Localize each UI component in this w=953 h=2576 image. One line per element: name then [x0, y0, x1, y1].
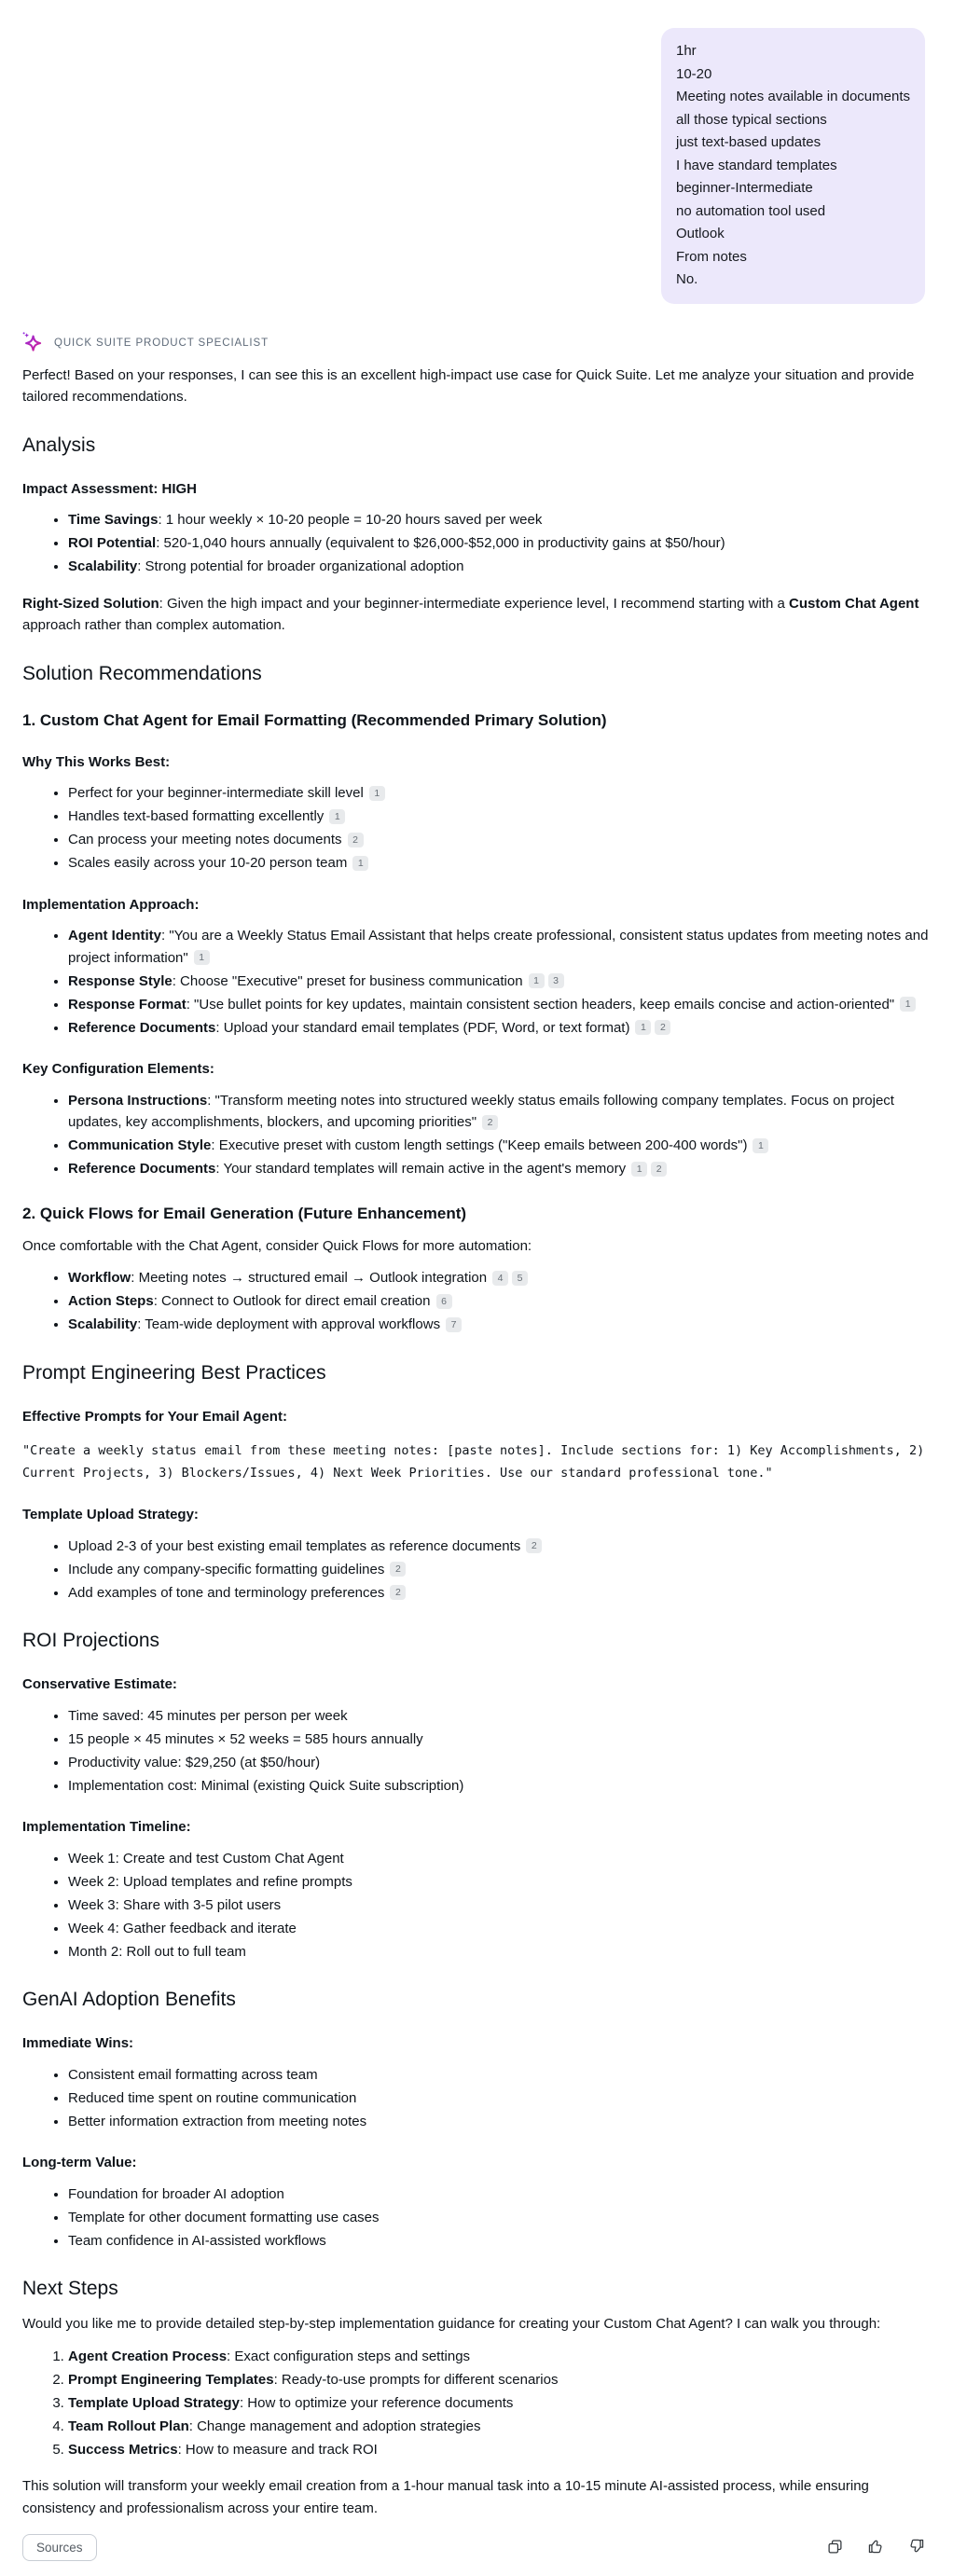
user-message-line: No. [676, 271, 698, 287]
citation-badge[interactable]: 1 [352, 856, 368, 871]
message-footer [22, 2534, 931, 2561]
citation-badge[interactable]: 2 [348, 833, 364, 847]
impact-heading: Impact Assessment: HIGH [22, 480, 198, 497]
list-item: • Template for other document formatting use cases [68, 2207, 931, 2229]
genai-heading: GenAI Adoption Benefits [22, 1989, 236, 2010]
list-item: • Upload 2-3 of your best existing email templates as reference documents 2 [68, 1536, 931, 1558]
citation-badge[interactable]: 7 [446, 1317, 462, 1332]
solution-2-heading: 2. Quick Flows for Email Generation (Future Enhancement) [22, 1204, 467, 1222]
implementation-heading: Implementation Approach: [22, 896, 200, 913]
list-item: • 15 people × 45 minutes × 52 weeks = 585 hours annually [68, 1729, 931, 1751]
list-item: 2. Prompt Engineering Templates: Ready-to-use prompts for different scenarios [68, 2369, 931, 2391]
list-item: 3. Template Upload Strategy: How to optimize your reference documents [68, 2392, 931, 2415]
wins-list [22, 2064, 931, 2133]
wins-heading: Immediate Wins: [22, 2035, 134, 2051]
thumbs-down-icon [908, 2538, 925, 2557]
user-message-line: beginner-Intermediate [676, 180, 813, 196]
list-item: • Scales easily across your 10-20 person team 1 [68, 852, 931, 875]
list-item: • Workflow: Meeting notes → structured email → Outlook integration 4 5 [68, 1267, 931, 1289]
user-message-line: Meeting notes available in documents [676, 89, 910, 104]
citation-badge[interactable]: 4 [492, 1271, 508, 1286]
value-list [22, 2183, 931, 2252]
list-item: • Add examples of tone and terminology preferences 2 [68, 1582, 931, 1605]
citation-badge[interactable]: 1 [529, 973, 545, 988]
list-item: • Week 4: Gather feedback and iterate [68, 1918, 931, 1940]
agent-header [22, 332, 931, 354]
user-message-line: no automation tool used [676, 202, 826, 219]
chat-page [0, 28, 953, 2576]
timeline-list [22, 1848, 931, 1963]
citation-badge[interactable]: 3 [548, 973, 564, 988]
list-item: • Reference Documents: Your standard templates will remain active in the agent's memory 1 2 [68, 1158, 931, 1180]
prompt-code-block: "Create a weekly status email from these meeting notes: [paste notes]. Include sections for: 1) Key Accomplishments, 2) Current Projects, 3) Blockers/Issues, 4) Next Week Priorities. Use our standard professional tone." [22, 1443, 932, 1481]
list-item: • Persona Instructions: "Transform meeting notes into structured weekly status emails following company templates. Focus on project updates, key accomplishments, blockers, and upcoming priorities" 2 [68, 1090, 931, 1134]
list-item: • Team confidence in AI-assisted workflows [68, 2230, 931, 2252]
citation-badge[interactable]: 1 [900, 997, 916, 1012]
sparkle-icon [22, 332, 44, 354]
next-steps-list [22, 2346, 931, 2461]
citation-badge[interactable]: 1 [753, 1138, 768, 1153]
impact-list [22, 509, 931, 578]
list-item: • Scalability: Team-wide deployment with approval workflows 7 [68, 1314, 931, 1336]
message-actions [827, 2538, 931, 2557]
citation-badge[interactable]: 2 [390, 1585, 406, 1600]
user-message-line: From notes [676, 248, 747, 265]
value-heading: Long-term Value: [22, 2155, 137, 2170]
citation-badge[interactable]: 2 [526, 1538, 542, 1553]
citation-badge[interactable]: 6 [436, 1294, 452, 1309]
why-list [22, 782, 931, 875]
list-item: • Productivity value: $29,250 (at $50/hour) [68, 1752, 931, 1774]
thumbs-down-button[interactable] [908, 2538, 925, 2557]
list-item: • Week 3: Share with 3-5 pilot users [68, 1894, 931, 1917]
list-item: • Time Savings: 1 hour weekly × 10-20 people = 10-20 hours saved per week [68, 509, 931, 531]
list-item: • Week 1: Create and test Custom Chat Agent [68, 1848, 931, 1870]
citation-badge[interactable]: 2 [390, 1562, 406, 1577]
solutions-heading: Solution Recommendations [22, 662, 262, 684]
citation-badge[interactable]: 1 [631, 1162, 647, 1177]
assistant-message [22, 365, 931, 2562]
list-item: • Response Format: "Use bullet points for key updates, maintain consistent section headers, keep emails concise and action-oriented" 1 [68, 994, 931, 1016]
next-steps-intro: Would you like me to provide detailed step-by-step implementation guidance for creating your Custom Chat Agent? I can walk you through: [22, 2316, 881, 2332]
sources-button[interactable]: Sources [22, 2534, 97, 2561]
list-item: • Can process your meeting notes documents 2 [68, 829, 931, 851]
list-item: • Consistent email formatting across team [68, 2064, 931, 2087]
why-heading: Why This Works Best: [22, 753, 171, 770]
flows-intro: Once comfortable with the Chat Agent, consider Quick Flows for more automation: [22, 1237, 532, 1254]
solution-1-heading: 1. Custom Chat Agent for Email Formatting (Recommended Primary Solution) [22, 710, 607, 729]
list-item: • Handles text-based formatting excellently 1 [68, 806, 931, 828]
citation-badge[interactable]: 1 [329, 809, 345, 824]
implementation-list [22, 925, 931, 1039]
citation-badge[interactable]: 1 [194, 950, 210, 965]
next-steps-heading: Next Steps [22, 2278, 118, 2299]
conservative-list [22, 1705, 931, 1798]
citation-badge[interactable]: 1 [369, 786, 385, 801]
thumbs-up-button[interactable] [867, 2538, 884, 2557]
list-item: • Time saved: 45 minutes per person per week [68, 1705, 931, 1728]
copy-icon [827, 2539, 843, 2557]
list-item: • Agent Identity: "You are a Weekly Status Email Assistant that helps create professional, consistent status updates from meeting notes and project information" 1 [68, 925, 931, 969]
list-item: • Month 2: Roll out to full team [68, 1941, 931, 1963]
effective-prompts-heading: Effective Prompts for Your Email Agent: [22, 1408, 287, 1425]
list-item: • ROI Potential: 520-1,040 hours annually (equivalent to $26,000-$52,000 in productivity gains at $50/hour) [68, 532, 931, 555]
analysis-heading: Analysis [22, 434, 96, 456]
list-item: • Better information extraction from meeting notes [68, 2111, 931, 2133]
conservative-heading: Conservative Estimate: [22, 1676, 177, 1692]
list-item: • Reduced time spent on routine communication [68, 2087, 931, 2110]
citation-badge[interactable]: 5 [512, 1271, 528, 1286]
list-item: 4. Team Rollout Plan: Change management and adoption strategies [68, 2416, 931, 2438]
flows-list [22, 1267, 931, 1336]
list-item: • Implementation cost: Minimal (existing Quick Suite subscription) [68, 1775, 931, 1798]
user-message-line: all those typical sections [676, 111, 827, 128]
user-message-bubble [661, 28, 925, 304]
template-upload-heading: Template Upload Strategy: [22, 1507, 199, 1522]
list-item: • Week 2: Upload templates and refine prompts [68, 1871, 931, 1894]
right-sized-paragraph: Right-Sized Solution: Given the high impact and your beginner-intermediate experience level, I recommend starting with a Custom Chat Agent approach rather than complex automation. [22, 595, 919, 633]
copy-button[interactable] [827, 2539, 843, 2557]
agent-name-label: QUICK SUITE PRODUCT SPECIALIST [54, 337, 269, 349]
thumbs-up-icon [867, 2538, 884, 2557]
citation-badge[interactable]: 2 [655, 1020, 670, 1035]
user-message-line: just text-based updates [676, 134, 822, 150]
template-upload-list [22, 1536, 931, 1605]
timeline-heading: Implementation Timeline: [22, 1819, 191, 1835]
prompt-heading: Prompt Engineering Best Practices [22, 1361, 326, 1384]
list-item: • Communication Style: Executive preset with custom length settings ("Keep emails between 200-400 words") 1 [68, 1135, 931, 1157]
user-message-line: 1hr [676, 43, 697, 59]
list-item: • Foundation for broader AI adoption [68, 2183, 931, 2206]
intro-paragraph: Perfect! Based on your responses, I can see this is an excellent high-impact use case for Quick Suite. Let me analyze your situation and provide tailored recommendations. [22, 366, 915, 405]
list-item: • Response Style: Choose "Executive" preset for business communication 1 3 [68, 971, 931, 993]
user-message-line: I have standard templates [676, 157, 837, 173]
list-item: 5. Success Metrics: How to measure and track ROI [68, 2439, 931, 2461]
roi-heading: ROI Projections [22, 1630, 160, 1651]
list-item: • Perfect for your beginner-intermediate skill level 1 [68, 782, 931, 805]
user-message-line: Outlook [676, 226, 725, 241]
list-item: • Scalability: Strong potential for broader organizational adoption [68, 556, 931, 578]
closing-paragraph: This solution will transform your weekly email creation from a 1-hour manual task into a 10-15 minute AI-assisted process, while ensuring consistency and professionalism across your entire team. [22, 2478, 869, 2516]
citation-badge[interactable]: 2 [482, 1115, 498, 1130]
user-message-line: 10-20 [676, 65, 712, 82]
key-config-heading: Key Configuration Elements: [22, 1061, 214, 1077]
list-item: • Reference Documents: Upload your standard email templates (PDF, Word, or text format) 1 2 [68, 1017, 931, 1040]
list-item: • Action Steps: Connect to Outlook for direct email creation 6 [68, 1290, 931, 1313]
list-item: • Include any company-specific formatting guidelines 2 [68, 1559, 931, 1581]
citation-badge[interactable]: 1 [635, 1020, 651, 1035]
key-config-list [22, 1090, 931, 1180]
list-item: 1. Agent Creation Process: Exact configuration steps and settings [68, 2346, 931, 2368]
citation-badge[interactable]: 2 [651, 1162, 667, 1177]
